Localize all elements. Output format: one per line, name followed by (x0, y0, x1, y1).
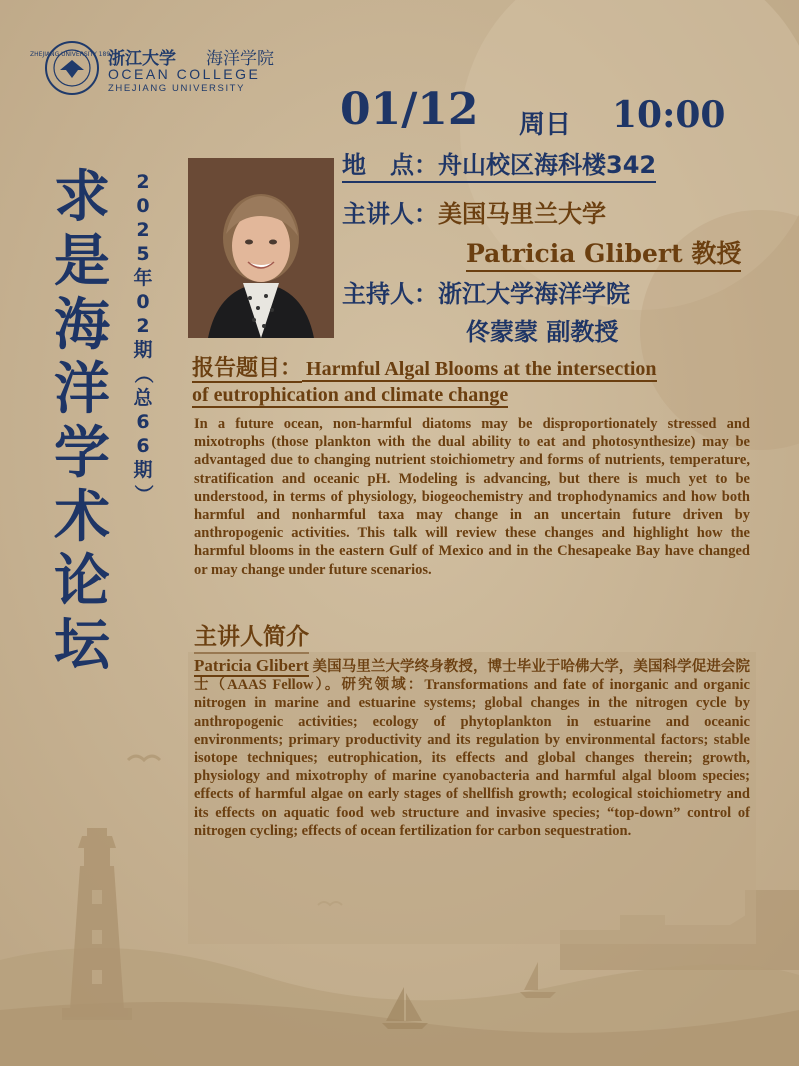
bio-name: Patricia Glibert (194, 656, 309, 675)
location-label: 地 点： (342, 151, 438, 179)
forum-issue-char: 5 (136, 243, 150, 265)
forum-title-char: 求 (54, 165, 110, 230)
forum-issue-char: 2 (136, 219, 150, 241)
location-value: 舟山校区海科楼342 (438, 151, 657, 179)
event-weekday: 周日 (519, 110, 572, 140)
event-location-row (342, 145, 656, 183)
speaker-name: Patricia Glibert 教授 (466, 234, 741, 272)
forum-title-char: 论 (54, 549, 110, 614)
sailboat-icon (380, 985, 430, 1030)
talk-abstract: In a future ocean, non-harmful diatoms may be disproportionately stressed and mixotrophs (those plankton with the dual ability to eat and photosynthesize) may be advantaged due to changing nutrient stoichiometry and forms of nutrients, temperature, stratification and oceanic pH. Modeling is advancing, but there is much yet to be understood, in terms of physiology, biogeochemistry and trophodynamics and how both harmful and nonharmful taxa may change in an uncertain future driven by anthropogenic activities. This talk will review these changes and highlight how the harmful blooms in the eastern Gulf of Mexico and in the Chesapeake Bay have changed or may change under future scenarios. (194, 416, 750, 578)
talk-title (192, 351, 752, 407)
talk-title-label: 报告题目： (192, 356, 303, 381)
talk-title-line1: Harmful Algal Blooms at the intersection (302, 358, 657, 382)
forum-title-char: 洋 (54, 357, 110, 422)
forum-title-char: 海 (54, 293, 110, 358)
forum-title-char: 是 (54, 229, 110, 294)
host-label: 主持人： (342, 280, 438, 308)
forum-issue-char: 总 (133, 387, 153, 409)
forum-issue-char: 0 (136, 195, 150, 217)
forum-title (50, 166, 114, 678)
forum-issue-char: ） (132, 484, 154, 504)
forum-title-char: 学 (54, 421, 110, 486)
speaker-row (342, 194, 606, 229)
forum-issue-char: 0 (136, 291, 150, 313)
host-affiliation: 浙江大学海洋学院 (438, 280, 630, 308)
speaker-photo (188, 158, 334, 338)
forum-title-char: 术 (54, 485, 110, 550)
forum-title-char: 坛 (54, 613, 110, 678)
seal-year: ZHEJIANG UNIVERSITY 1897 (30, 51, 114, 58)
forum-issue-char: 期 (133, 459, 153, 481)
forum-issue-char: 6 (136, 411, 150, 433)
forum-issue-char: 年 (133, 267, 153, 289)
forum-issue-char: （ (132, 364, 154, 384)
speaker-affiliation: 美国马里兰大学 (438, 200, 606, 228)
forum-issue-char: 2 (136, 315, 150, 337)
host-row (342, 274, 630, 309)
bio-text (194, 657, 750, 840)
lighthouse-icon (52, 820, 142, 1020)
forum-issue-char: 期 (133, 339, 153, 361)
forum-issue (131, 170, 155, 506)
bio-body: 美国马里兰大学终身教授，博士毕业于哈佛大学，美国科学促进会院士（AAAS Fellow）。研究领域：Transformations and fate of inorganic and organic nitrogen in marine and estuarine systems; global changes in the nitrogen cycle by anthropogenic activities; ecology of phytoplankton in estuarine and oceanic environments; primary productivity and its regulation by environmental factors; stable isotope techniques; eutrophication, its effects and global changes therein; growth, physiology and mixotrophy of marine cyanobacteria and harmful algal bloom species; effects of harmful algae on early stages of shellfish growth; ecological stoichiometry and its effects on aquatic food web structure and invasive species; “top-down” control of nitrogen cycling; effects of ocean fertilization for carbon sequestration. (194, 659, 750, 839)
logo-cn-university: 浙江大学 (108, 49, 176, 69)
bio-heading: 主讲人简介 (194, 618, 309, 654)
logo-en-college: OCEAN COLLEGE (108, 66, 261, 82)
university-seal-icon (30, 40, 114, 96)
speaker-label: 主讲人： (342, 200, 438, 228)
event-date: 01/12 (340, 84, 479, 135)
forum-issue-char: 6 (136, 435, 150, 457)
host-name: 佟蒙蒙 副教授 (466, 318, 619, 346)
logo-en-university: ZHEJIANG UNIVERSITY (108, 83, 246, 94)
forum-issue-char: 2 (136, 171, 150, 193)
sailboat-icon (518, 960, 558, 1000)
logo-cn-college: 海洋学院 (206, 49, 274, 69)
event-time: 10:00 (612, 94, 726, 136)
talk-title-line2: of eutrophication and climate change (192, 384, 509, 406)
